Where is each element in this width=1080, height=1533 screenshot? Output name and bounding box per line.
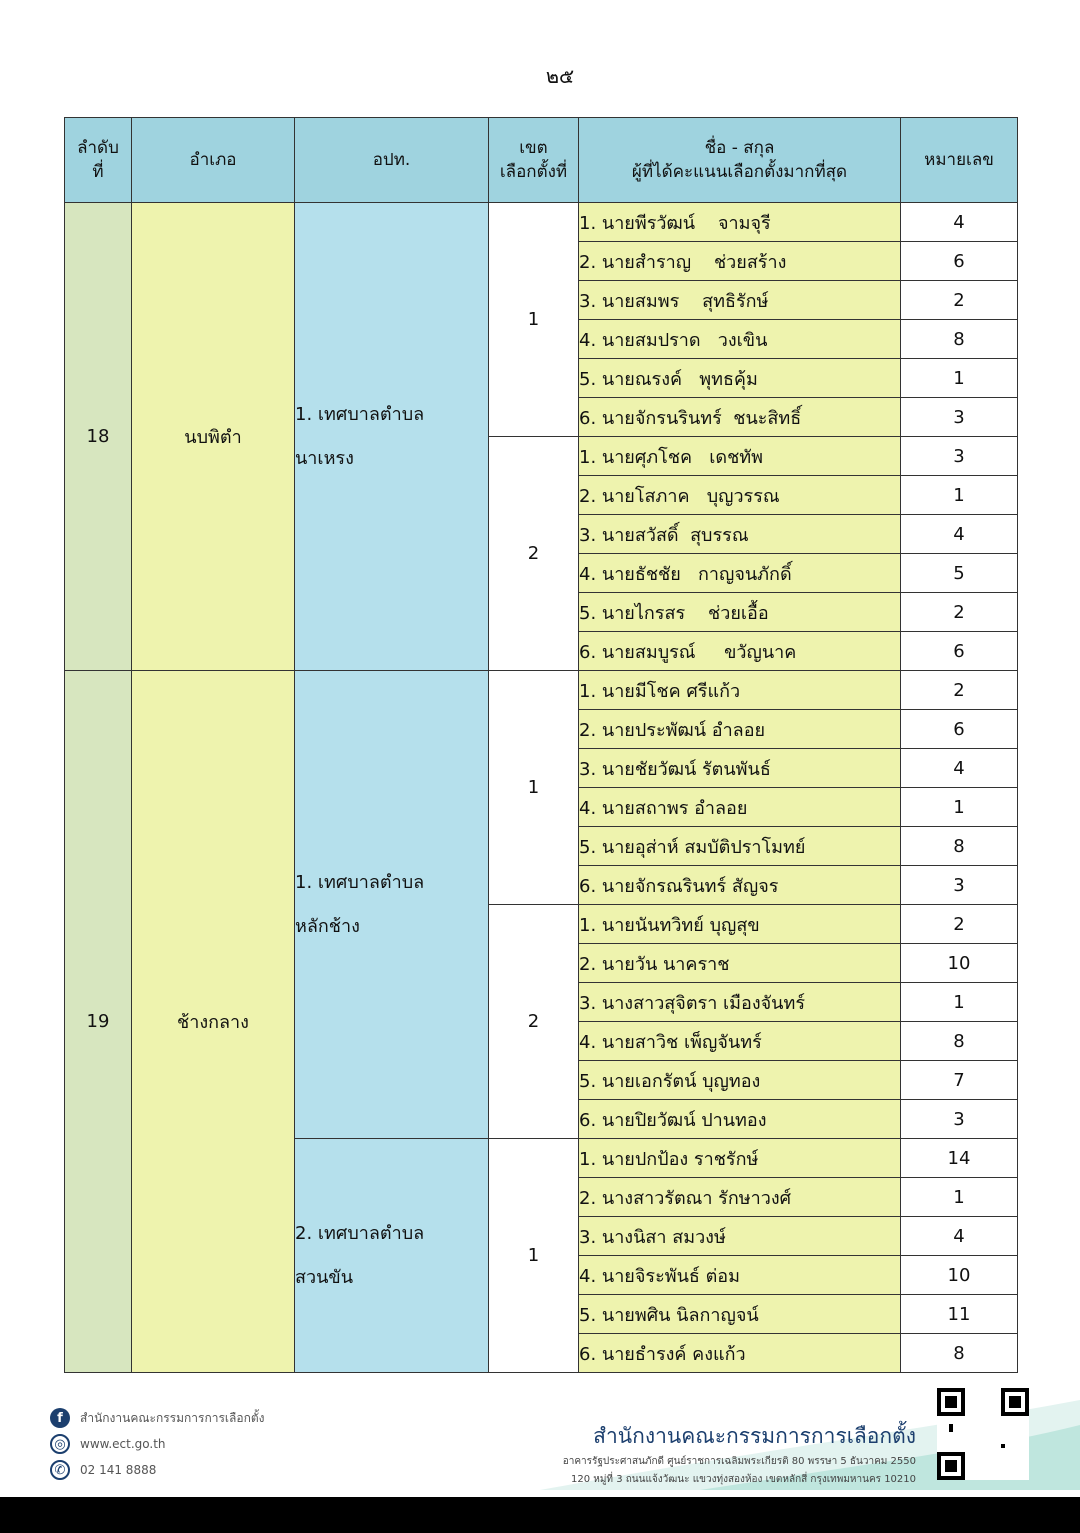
candidate-name-cell: 3. นายสวัสดิ์ สุบรรณ: [579, 515, 901, 554]
candidate-name-cell: 1. นายพีรวัฒน์ จามจุรี: [579, 203, 901, 242]
candidate-name-cell: 6. นายจักรนรินทร์ ชนะสิทธิ์: [579, 398, 901, 437]
footer-contacts: [50, 1405, 264, 1483]
header-lao: อปท.: [295, 118, 489, 203]
candidate-number-cell: 2: [901, 671, 1018, 710]
zone-cell: 1: [489, 1139, 579, 1373]
candidate-name-cell: 6. นายสมบูรณ์ ขวัญนาค: [579, 632, 901, 671]
phone-icon: ✆: [50, 1460, 70, 1480]
election-results-table: [64, 117, 1018, 1373]
candidate-name-cell: 5. นายพศิน นิลกาญจน์: [579, 1295, 901, 1334]
facebook-contact[interactable]: f สำนักงานคณะกรรมการการเลือกตั้ง: [50, 1405, 264, 1431]
district-cell: นบพิตำ: [132, 203, 295, 671]
candidate-name-cell: 1. นายปกป้อง ราชรักษ์: [579, 1139, 901, 1178]
candidate-number-cell: 3: [901, 866, 1018, 905]
header-seq: ลำดับ ที่: [65, 118, 132, 203]
candidate-number-cell: 14: [901, 1139, 1018, 1178]
candidate-number-cell: 4: [901, 749, 1018, 788]
candidate-number-cell: 4: [901, 203, 1018, 242]
candidate-name-cell: 5. นายอุส่าห์ สมบัติปราโมทย์: [579, 827, 901, 866]
candidate-name-cell: 5. นายเอกรัตน์ บุญทอง: [579, 1061, 901, 1100]
seq-cell: 18: [65, 203, 132, 671]
candidate-name-cell: 3. นายชัยวัฒน์ รัตนพันธ์: [579, 749, 901, 788]
org-address-line2: 120 หมู่ที่ 3 ถนนแจ้งวัฒนะ แขวงทุ่งสองห้อง เขตหลักสี่ กรุงเทพมหานคร 10210: [570, 1474, 916, 1485]
header-candidate-name: ชื่อ - สกุล ผู้ที่ได้คะแนนเลือกตั้งมากที่สุด: [579, 118, 901, 203]
candidate-number-cell: 10: [901, 944, 1018, 983]
candidate-number-cell: 6: [901, 710, 1018, 749]
candidate-name-cell: 3. นายสมพร สุทธิรักษ์: [579, 281, 901, 320]
candidate-name-cell: 5. นายไกรสร ช่วยเอื้อ: [579, 593, 901, 632]
candidate-number-cell: 8: [901, 1022, 1018, 1061]
district-cell: ช้างกลาง: [132, 671, 295, 1373]
lao-cell: 1. เทศบาลตำบล หลักช้าง: [295, 671, 489, 1139]
candidate-name-cell: 6. นายธำรงค์ คงแก้ว: [579, 1334, 901, 1373]
bottom-black-bar: [0, 1497, 1080, 1533]
candidate-number-cell: 6: [901, 242, 1018, 281]
table-row: [65, 671, 1018, 710]
candidate-name-cell: 2. นางสาวรัตณา รักษาวงศ์: [579, 1178, 901, 1217]
candidate-name-cell: 1. นายศุภโชค เดชทัพ: [579, 437, 901, 476]
candidate-name-cell: 1. นายมีโชค ศรีแก้ว: [579, 671, 901, 710]
phone-contact[interactable]: ✆ 02 141 8888: [50, 1457, 264, 1483]
header-number: หมายเลข: [901, 118, 1018, 203]
candidate-number-cell: 8: [901, 1334, 1018, 1373]
header-zone: เขต เลือกตั้งที่: [489, 118, 579, 203]
zone-cell: 2: [489, 437, 579, 671]
candidate-number-cell: 1: [901, 1178, 1018, 1217]
globe-icon: ◎: [50, 1434, 70, 1454]
zone-cell: 1: [489, 203, 579, 437]
candidate-number-cell: 3: [901, 398, 1018, 437]
lao-cell: 2. เทศบาลตำบล สวนขัน: [295, 1139, 489, 1373]
candidate-number-cell: 1: [901, 359, 1018, 398]
candidate-name-cell: 2. นายประพัฒน์ อำลอย: [579, 710, 901, 749]
candidate-number-cell: 1: [901, 983, 1018, 1022]
facebook-icon: f: [50, 1408, 70, 1428]
org-name: สำนักงานคณะกรรมการการเลือกตั้ง: [593, 1424, 916, 1448]
lao-cell: 1. เทศบาลตำบล นาเหรง: [295, 203, 489, 671]
candidate-number-cell: 10: [901, 1256, 1018, 1295]
candidate-name-cell: 2. นายวัน นาคราช: [579, 944, 901, 983]
table-row: [65, 203, 1018, 242]
candidate-name-cell: 3. นางสาวสุจิตรา เมืองจันทร์: [579, 983, 901, 1022]
candidate-number-cell: 6: [901, 632, 1018, 671]
candidate-number-cell: 1: [901, 476, 1018, 515]
candidate-number-cell: 11: [901, 1295, 1018, 1334]
zone-cell: 1: [489, 671, 579, 905]
candidate-name-cell: 6. นายปิยวัฒน์ ปานทอง: [579, 1100, 901, 1139]
candidate-name-cell: 4. นายจิระพันธ์ ต่อม: [579, 1256, 901, 1295]
candidate-name-cell: 4. นายธัชชัย กาญจนภักดิ์: [579, 554, 901, 593]
candidate-name-cell: 1. นายนันทวิทย์ บุญสุข: [579, 905, 901, 944]
candidate-number-cell: 3: [901, 1100, 1018, 1139]
candidate-number-cell: 3: [901, 437, 1018, 476]
candidate-name-cell: 4. นายสถาพร อำลอย: [579, 788, 901, 827]
candidate-number-cell: 2: [901, 905, 1018, 944]
candidate-number-cell: 8: [901, 320, 1018, 359]
candidate-name-cell: 6. นายจักรณรินทร์ สัญจร: [579, 866, 901, 905]
candidate-number-cell: 4: [901, 515, 1018, 554]
candidate-number-cell: 2: [901, 593, 1018, 632]
header-district: อำเภอ: [132, 118, 295, 203]
candidate-number-cell: 5: [901, 554, 1018, 593]
candidate-name-cell: 2. นายสำราญ ช่วยสร้าง: [579, 242, 901, 281]
website-contact[interactable]: ◎ www.ect.go.th: [50, 1431, 264, 1457]
qr-code: [937, 1388, 1029, 1480]
candidate-number-cell: 8: [901, 827, 1018, 866]
candidate-name-cell: 3. นางนิสา สมวงษ์: [579, 1217, 901, 1256]
candidate-number-cell: 4: [901, 1217, 1018, 1256]
org-address-line1: อาคารรัฐประศาสนภักดี ศูนย์ราชการเฉลิมพระเกียรติ 80 พรรษา 5 ธันวาคม 2550: [562, 1456, 916, 1467]
seq-cell: 19: [65, 671, 132, 1373]
candidate-name-cell: 4. นายสมปราด วงเขิน: [579, 320, 901, 359]
candidate-name-cell: 5. นายณรงค์ พุทธคุ้ม: [579, 359, 901, 398]
candidate-name-cell: 4. นายสาวิช เพ็ญจันทร์: [579, 1022, 901, 1061]
page-number: ๒๕: [545, 64, 575, 88]
table-header-row: [65, 118, 1018, 203]
zone-cell: 2: [489, 905, 579, 1139]
candidate-number-cell: 2: [901, 281, 1018, 320]
candidate-number-cell: 7: [901, 1061, 1018, 1100]
candidate-name-cell: 2. นายโสภาค บุญวรรณ: [579, 476, 901, 515]
candidate-number-cell: 1: [901, 788, 1018, 827]
